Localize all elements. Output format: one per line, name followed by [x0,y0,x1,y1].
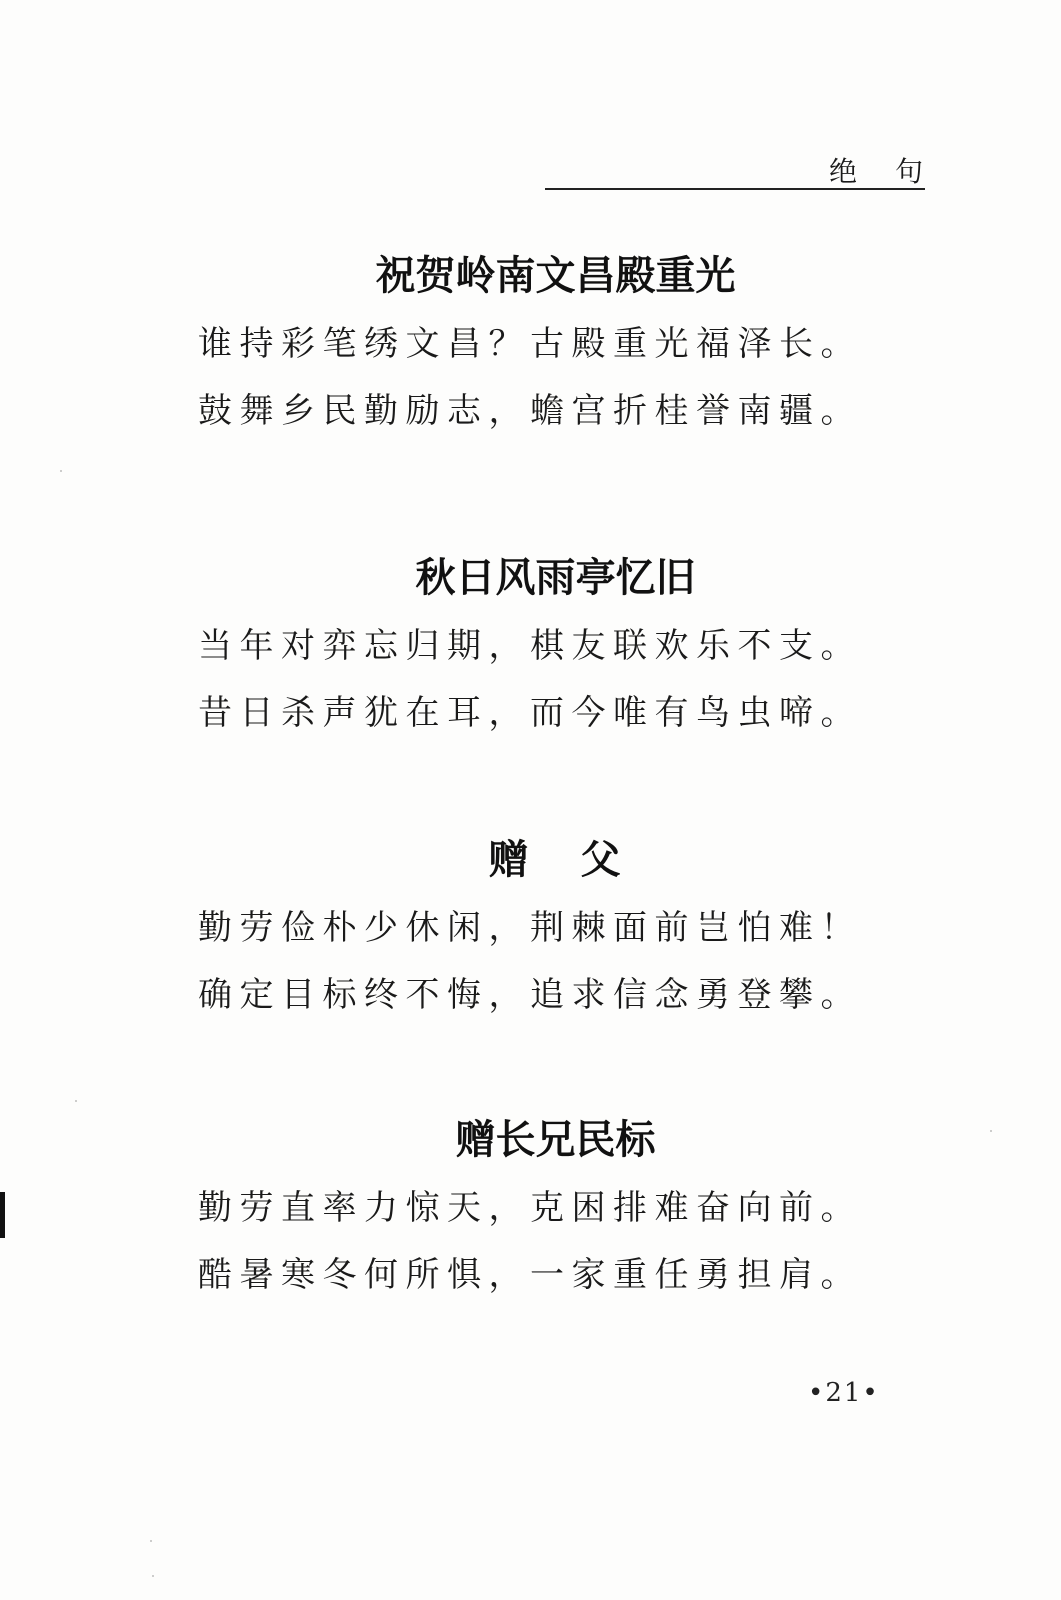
scan-speck [75,1100,77,1102]
scan-edge-mark [0,1192,5,1238]
poem-line: 谁持彩笔绣文昌？古殿重光福泽长。 [198,324,862,364]
poem-line: 确定目标终不悔，追求信念勇登攀。 [198,975,862,1015]
poem-line: 勤劳俭朴少休闲，荆棘面前岂怕难！ [198,908,862,948]
poem-line: 酷暑寒冬何所惧，一家重任勇担肩。 [198,1255,862,1295]
poem-title: 祝贺岭南文昌殿重光 [375,253,736,299]
poem-line: 鼓舞乡民勤励志，蟾宫折桂誉南疆。 [198,391,862,431]
poem-3 [0,834,1061,1015]
scan-speck [60,470,62,472]
poem-title: 赠父 [488,837,673,883]
scan-speck [990,1130,992,1132]
page-number: •21• [808,1378,880,1408]
poem-title: 赠长兄民标 [455,1117,656,1163]
poem-line: 当年对弈忘归期，棋友联欢乐不支。 [198,626,862,666]
poem-4 [0,1114,1061,1295]
poem-title: 秋日风雨亭忆旧 [415,555,696,601]
poem-line: 昔日杀声犹在耳，而今唯有鸟虫啼。 [198,693,862,733]
running-head-section-title: 绝句 [828,155,961,188]
scan-speck [150,1540,152,1542]
running-head-rule [545,188,925,190]
poem-2 [0,552,1061,733]
scan-speck [152,1575,154,1577]
poem-line: 勤劳直率力惊天，克困排难奋向前。 [198,1188,862,1228]
poem-1 [0,250,1061,431]
